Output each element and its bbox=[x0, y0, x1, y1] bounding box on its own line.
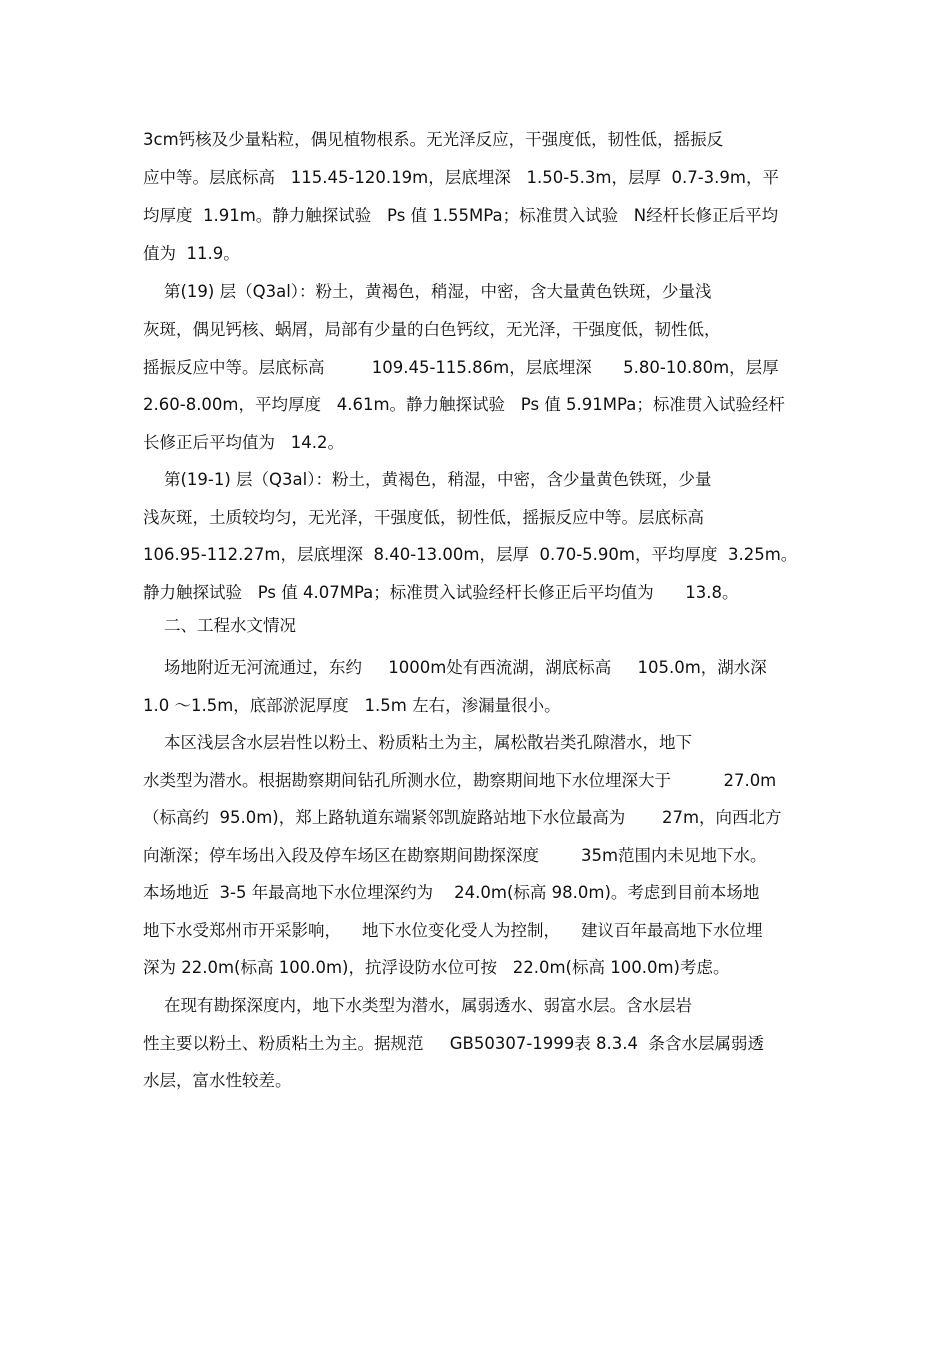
p3-line-2: 浅灰斑，土质较均匀，无光泽，干强度低，韧性低，摇振反应中等。层底标高 bbox=[143, 508, 704, 527]
p3-line-1: 第(19-1) 层（Q3al）：粉土，黄褐色，稍湿，中密，含少量黄色铁斑，少量 bbox=[143, 470, 712, 489]
p5-line-1: 本区浅层含水层岩性以粉土、粉质粘土为主，属松散岩类孔隙潜水，地下 bbox=[143, 733, 692, 752]
p2-line-3: 摇振反应中等。层底标高 109.45-115.86m，层底埋深 5.80-10.80m，层厚 bbox=[143, 358, 779, 377]
p6-line-2: 性主要以粉土、粉质粘土为主。据规范 GB50307-1999表 8.3.4 条含水层属弱透 bbox=[143, 1034, 764, 1053]
p3-line-3: 106.95-112.27m，层底埋深 8.40-13.00m，层厚 0.70-5.90m，平均厚度 3.25m。 bbox=[143, 545, 798, 564]
p1-line-3: 均厚度 1.91m。静力触探试验 Ps 值 1.55MPa；标准贯入试验 N经杆长修正后平均 bbox=[143, 206, 779, 225]
p5-line-3: （标高约 95.0m)，郑上路轨道东端紧邻凯旋路站地下水位最高为 27m，向西北方 bbox=[143, 808, 782, 827]
p3-line-4: 静力触探试验 Ps 值 4.07MPa；标准贯入试验经杆长修正后平均值为 13.8。 bbox=[143, 583, 739, 602]
p1-line-4: 值为 11.9。 bbox=[143, 244, 240, 263]
p2-line-4: 2.60-8.00m，平均厚度 4.61m。静力触探试验 Ps 值 5.91MPa；标准贯入试验经杆 bbox=[143, 395, 785, 414]
p1-line-2: 应中等。层底标高 115.45-120.19m，层底埋深 1.50-5.3m，层厚 0.7-3.9m，平 bbox=[143, 168, 779, 187]
p4-line-1: 场地附近无河流通过，东约 1000m处有西流湖，湖底标高 105.0m，湖水深 bbox=[143, 658, 767, 677]
section-heading: 二、工程水文情况 bbox=[143, 616, 296, 635]
p2-line-2: 灰斑，偶见钙核、蜗屑，局部有少量的白色钙纹，无光泽，干强度低，韧性低， bbox=[143, 320, 721, 339]
p5-line-6: 地下水受郑州市开采影响， 地下水位变化受人为控制， 建议百年最高地下水位埋 bbox=[143, 921, 763, 940]
p1-line-1: 3cm钙核及少量粘粒，偶见植物根系。无光泽反应，干强度低，韧性低，摇振反 bbox=[143, 130, 724, 149]
p2-line-1: 第(19) 层（Q3al）：粉土，黄褐色，稍湿，中密，含大量黄色铁斑，少量浅 bbox=[143, 282, 712, 301]
p6-line-1: 在现有勘探深度内，地下水类型为潜水，属弱透水、弱富水层。含水层岩 bbox=[143, 996, 692, 1015]
p5-line-4: 向渐深；停车场出入段及停车场区在勘察期间勘探深度 35m范围内未见地下水。 bbox=[143, 846, 767, 865]
p2-line-5: 长修正后平均值为 14.2。 bbox=[143, 433, 344, 452]
p6-line-3: 水层，富水性较差。 bbox=[143, 1071, 292, 1090]
p5-line-5: 本场地近 3-5 年最高地下水位埋深约为 24.0m(标高 98.0m)。考虑到目前本场地 bbox=[143, 883, 760, 902]
p4-line-2: 1.0 ～1.5m，底部淤泥厚度 1.5m 左右，渗漏量很小。 bbox=[143, 696, 561, 715]
p5-line-7: 深为 22.0m(标高 100.0m)，抗浮设防水位可按 22.0m(标高 100.0m)考虑。 bbox=[143, 958, 730, 977]
p5-line-2: 水类型为潜水。根据勘察期间钻孔所测水位，勘察期间地下水位埋深大于 27.0m bbox=[143, 771, 777, 790]
